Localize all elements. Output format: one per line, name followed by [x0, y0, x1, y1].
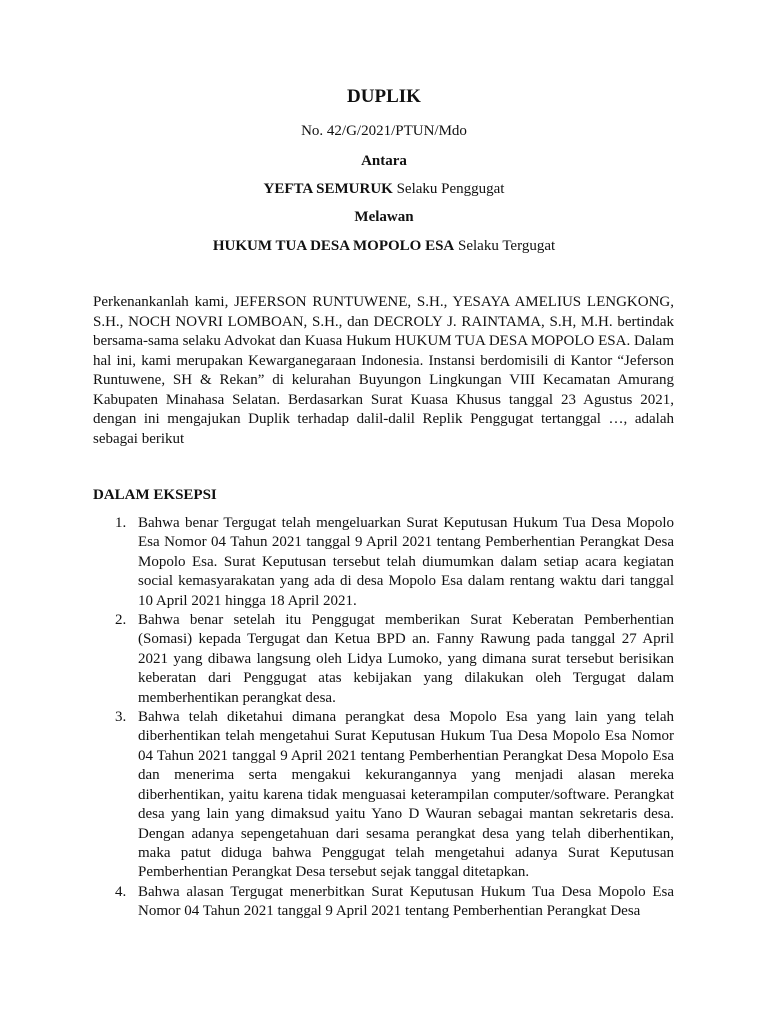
list-item [93, 611, 674, 708]
defendant-role: Selaku Tergugat [454, 238, 556, 254]
melawan-label: Melawan [354, 209, 414, 225]
list-item-number: 3. [115, 709, 127, 726]
defendant-line [0, 237, 768, 255]
case-number: No. 42/G/2021/PTUN/Mdo [301, 123, 467, 139]
plaintiff-line [0, 180, 768, 198]
list-item [93, 883, 674, 922]
defendant-name: HUKUM TUA DESA MOPOLO ESA [212, 238, 455, 254]
list-item-text: Bahwa benar Tergugat telah mengeluarkan Surat Keputusan Hukum Tua Desa Mopolo Esa Nomor 04 Tahun 2021 tanggal 9 April 2021 tentang Pemberhentian Perangkat Desa Mopolo Esa. Surat Keputusan tersebut telah diumumkan dalam setiap acara kegiatan social kemasyarakatan yang ada di desa Mopolo Esa dalam rentang waktu dari tanggal 10 April 2021 hingga 18 April 2021. [138, 515, 674, 609]
list-item-number: 4. [115, 883, 127, 900]
plaintiff-name: YEFTA SEMURUK [263, 181, 393, 197]
antara-label: Antara [361, 153, 407, 169]
exception-list [93, 514, 674, 922]
intro-paragraph: Perkenankanlah kami, JEFERSON RUNTUWENE, S.H., YESAYA AMELIUS LENGKONG, S.H., NOCH NOVRI LOMBOAN, S.H., dan DECROLY J. RAINTAMA, S.H, M.H. bertindak bersama-sama selaku Advokat dan Kuasa Hukum HUKUM TUA DESA MOPOLO ESA. Dalam hal ini, kami merupakan Kewarganegaraan Indonesia. Instansi berdomisili di Kantor “Jeferson Runtuwene, SH & Rekan” di kelurahan Buyungon Lingkungan VIII Kecamatan Amurang Kabupaten Minahasa Selatan. Berdasarkan Surat Kuasa Khusus tanggal 23 Agustus 2021, dengan ini mengajukan Duplik terhadap dalil-dalil Replik Penggugat tertanggal …, adalah sebagai berikut [93, 294, 674, 447]
list-item-text: Bahwa alasan Tergugat menerbitkan Surat Keputusan Hukum Tua Desa Mopolo Esa Nomor 04 Tahun 2021 tanggal 9 April 2021 tentang Pemberhentian Perangkat Desa [138, 883, 674, 920]
document-title: DUPLIK [347, 86, 421, 107]
list-item-text: Bahwa benar setelah itu Penggugat memberikan Surat Keberatan Pemberhentian (Somasi) kepada Tergugat dan Ketua BPD an. Fanny Rawung pada tanggal 27 April 2021 yang dibawa langsung oleh Lidya Lumoko, yang dimana surat tersebut berisikan keberatan dari Penggugat atas kebijakan yang dilakukan oleh Tergugat dalam memberhentikan perangkat desa. [138, 612, 674, 706]
section-heading: DALAM EKSEPSI [93, 487, 217, 503]
plaintiff-role: Selaku Penggugat [392, 181, 505, 197]
list-item [93, 708, 674, 883]
list-item [93, 514, 674, 611]
list-item-text: Bahwa telah diketahui dimana perangkat desa Mopolo Esa yang lain yang telah diberhentikan telah mengetahui Surat Keputusan Hukum Tua Desa Mopolo Esa Nomor 04 Tahun 2021 tanggal 9 April 2021 tentang Pemberhentian Perangkat Desa Mopolo Esa dan menerima serta mengakui kekurangannya yang menjadi alasan mereka diberhentikan, yaitu karena tidak menguasai keterampilan computer/software. Perangkat desa yang lain yang dimaksud yaitu Yano D Wauran sebagai mantan sekretaris desa. Dengan adanya sepengetahuan dari sesama perangkat desa yang telah diberhentikan, maka patut diduga bahwa Penggugat telah mengetahui adanya Surat Keputusan Pemberhentian Perangkat Desa tersebut sejak tanggal ditetapkan. [138, 709, 674, 881]
list-item-number: 1. [115, 515, 127, 531]
list-item-number: 2. [115, 612, 127, 629]
